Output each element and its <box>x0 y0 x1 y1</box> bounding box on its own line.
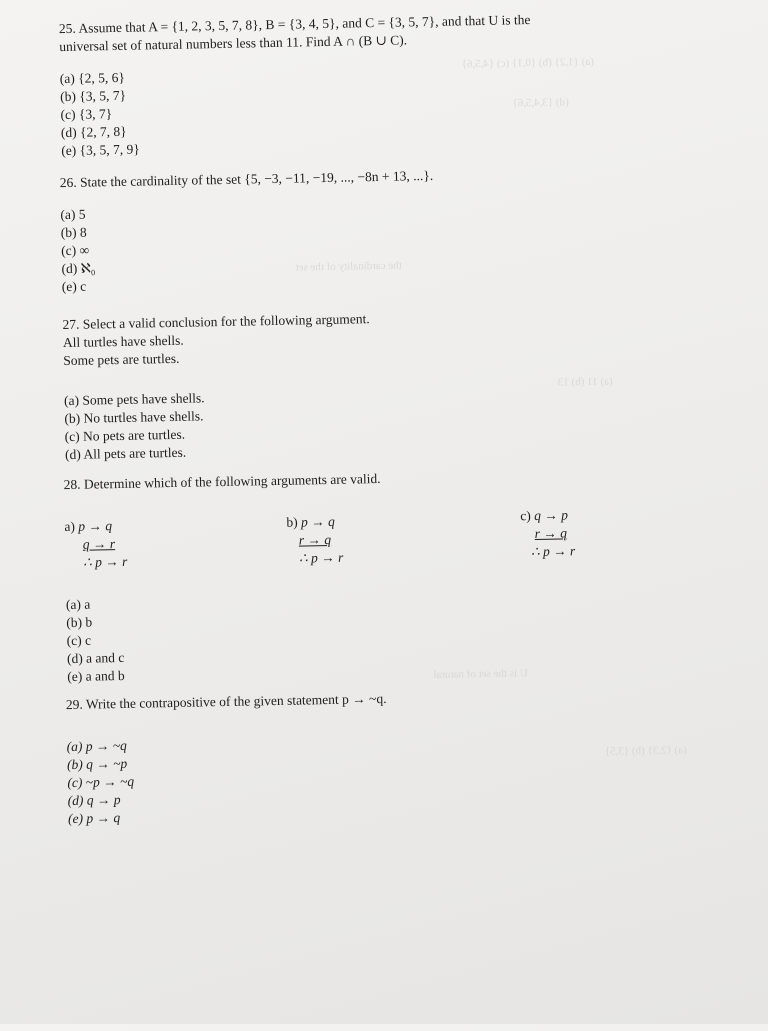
option-b: (b) b <box>66 614 93 631</box>
option-c: (c) {3, 7} <box>60 106 113 123</box>
option-b: (b) 8 <box>60 224 87 241</box>
option-e: (e) c <box>61 278 87 295</box>
option-b: (b) {3, 5, 7} <box>60 87 127 105</box>
question-28-text: 28. Determine which of the following arguments are valid. <box>63 470 381 493</box>
argument-c <box>520 506 575 561</box>
bleed-through: (d) {3,4,5,6} <box>512 96 569 110</box>
option-e: (e) a and b <box>67 667 125 685</box>
option-a: (a) {2, 5, 6} <box>59 69 126 87</box>
argument-c-premise-2: r → q <box>534 525 568 542</box>
question-25 <box>59 9 622 160</box>
option-e: (e) p → q <box>67 810 121 827</box>
option-c: (c) No pets are turtles. <box>64 426 186 445</box>
question-25-options <box>60 59 622 160</box>
option-a: (a) p → ~q <box>66 737 127 755</box>
question-29-text: 29. Write the contrapositive of the given statement p → ~q. <box>65 690 387 713</box>
argument-b-premise-2: r → q <box>298 531 332 548</box>
argument-c-label: c) <box>520 508 531 524</box>
question-27 <box>62 305 625 464</box>
option-a: (a) a <box>65 596 91 613</box>
argument-b-conclusion: ∴ p → r <box>298 549 344 566</box>
option-c: (c) ~p → ~q <box>67 773 135 791</box>
question-25-text-line1: 25. Assume that A = {1, 2, 3, 5, 7, 8}, B = {3, 4, 5}, and C = {3, 5, 7}, and that U is the <box>58 12 531 37</box>
argument-a-premise-1: p → q <box>78 518 113 534</box>
option-b: (b) No turtles have shells. <box>64 408 204 427</box>
option-e: (e) {3, 5, 7, 9} <box>61 141 140 159</box>
bleed-through: (a) {1,2} (b) {0,1} (c) {4,5,6} <box>461 55 594 71</box>
option-c: (c) ∞ <box>61 242 90 259</box>
option-b: (b) q → ~p <box>66 755 128 773</box>
argument-c-conclusion: ∴ p → r <box>530 543 576 560</box>
argument-a <box>64 517 127 572</box>
option-d: (d) All pets are turtles. <box>64 444 187 463</box>
bleed-through: the cardinality of the set <box>295 259 402 274</box>
question-25-text-line2: universal set of natural numbers less than 11. Find A ∩ (B ∪ C). <box>59 32 408 55</box>
option-a: (a) 5 <box>60 206 86 223</box>
argument-a-premise-2: q → r <box>82 536 116 552</box>
option-c: (c) c <box>66 632 92 649</box>
question-26-options <box>60 195 622 296</box>
question-26-text: 26. State the cardinality of the set {5, −3, −11, −19, ..., −8n + 13, ...}. <box>59 167 434 191</box>
question-27-premise-1: All turtles have shells. <box>62 332 184 351</box>
argument-c-premise-1: q → p <box>534 507 569 524</box>
question-27-options <box>64 381 625 464</box>
bleed-through: (a) 11 (b) 13 <box>557 375 613 389</box>
argument-b-premise-1: p → q <box>300 513 335 530</box>
argument-a-label: a) <box>64 518 76 535</box>
bleed-through: (a) {2,3} (b) {3,5} <box>604 744 687 758</box>
question-27-premise-2: Some pets are turtles. <box>63 350 180 369</box>
question-29 <box>66 685 628 828</box>
option-a: (a) Some pets have shells. <box>63 390 205 409</box>
option-d: (d) a and c <box>66 649 125 667</box>
question-26 <box>60 163 622 296</box>
question-27-text: 27. Select a valid conclusion for the following argument. <box>62 311 370 333</box>
question-29-options <box>67 727 629 828</box>
argument-b-label: b) <box>286 514 298 530</box>
option-d: (d) ℵ₀ <box>61 260 96 277</box>
option-d: (d) {2, 7, 8} <box>60 123 127 141</box>
option-d: (d) q → p <box>67 792 121 809</box>
bleed-through: U is the set of natural <box>433 667 528 682</box>
argument-b <box>286 513 343 568</box>
question-28-options <box>66 590 368 686</box>
question-28 <box>63 465 623 494</box>
argument-a-conclusion: ∴ p → r <box>82 553 128 570</box>
